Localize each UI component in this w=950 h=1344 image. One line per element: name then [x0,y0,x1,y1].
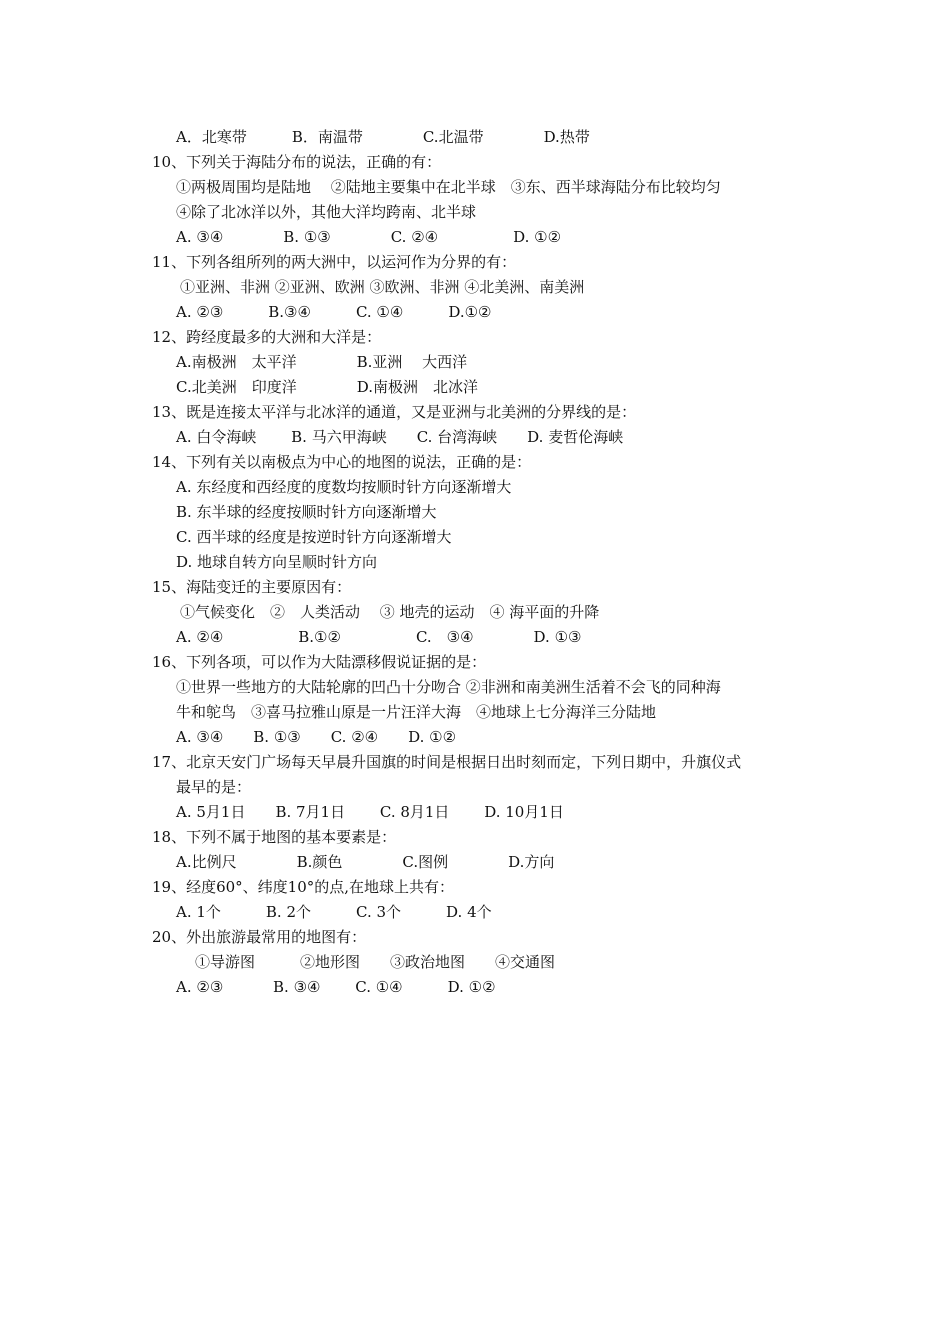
option-line: ①气候变化 ② 人类活动 ③ 地壳的运动 ④ 海平面的升降 [180,603,600,621]
question-line: 17、北京天安门广场每天早晨升国旗的时间是根据日出时刻而定，下列日期中，升旗仪式 [152,753,742,771]
option-line: ①导游图 ②地形图 ③政治地图 ④交通图 [180,953,556,971]
option-line: ①亚洲、非洲 ②亚洲、欧洲 ③欧洲、非洲 ④北美洲、南美洲 [180,278,585,296]
option-line: A.比例尺 B.颜色 C.图例 D.方向 [176,853,555,871]
option-line: ①世界一些地方的大陆轮廓的凹凸十分吻合 ②非洲和南美洲生活着不会飞的同种海 [176,678,721,696]
question-line: 15、海陆变迁的主要原因有： [152,578,352,596]
option-line: A.南极洲 太平洋 B.亚洲 大西洋 [176,353,468,371]
option-line: A. ②③ B.③④ C. ①④ D.①② [176,303,492,321]
question-line: 14、下列有关以南极点为中心的地图的说法，正确的是： [152,453,532,471]
question-line: 19、经度60°、纬度10°的点,在地球上共有： [152,878,455,896]
question-line: 13、既是连接太平洋与北冰洋的通道，又是亚洲与北美洲的分界线的是： [152,403,637,421]
option-line: A. 白令海峡 B. 马六甲海峡 C. 台湾海峡 D. 麦哲伦海峡 [176,428,624,446]
option-line: A. 5月1日 B. 7月1日 C. 8月1日 D. 10月1日 [176,803,564,821]
option-line: B. 东半球的经度按顺时针方向逐渐增大 [176,503,437,521]
option-line: A. ②③ B. ③④ C. ①④ D. ①② [176,978,496,996]
option-line: C. 西半球的经度是按逆时针方向逐渐增大 [176,528,452,546]
option-line: A. 1个 B. 2个 C. 3个 D. 4个 [176,903,492,921]
question-line: 20、外出旅游最常用的地图有： [152,928,367,946]
option-line: ①两极周围均是陆地 ②陆地主要集中在北半球 ③东、西半球海陆分布比较均匀 [176,178,721,196]
question-line: 18、下列不属于地图的基本要素是： [152,828,397,846]
option-line: 最早的是： [176,778,252,796]
option-line: 牛和鸵鸟 ③喜马拉雅山原是一片汪洋大海 ④地球上七分海洋三分陆地 [176,703,657,721]
option-line: D. 地球自转方向呈顺时针方向 [176,553,378,571]
question-line: 11、下列各组所列的两大洲中，以运河作为分界的有： [152,253,517,271]
question-line: 10、下列关于海陆分布的说法，正确的有： [152,153,442,171]
question-line: 16、下列各项，可以作为大陆漂移假说证据的是： [152,653,487,671]
option-line: A. 东经度和西经度的度数均按顺时针方向逐渐增大 [176,478,512,496]
option-line: A. ③④ B. ①③ C. ②④ D. ①② [176,228,562,246]
option-line: C.北美洲 印度洋 D.南极洲 北冰洋 [176,378,478,396]
option-line: A. ③④ B. ①③ C. ②④ D. ①② [176,728,457,746]
question-line: 12、跨经度最多的大洲和大洋是： [152,328,382,346]
option-line: A. ②④ B.①② C. ③④ D. ①③ [176,628,582,646]
option-line: ④除了北冰洋以外，其他大洋均跨南、北半球 [176,203,477,221]
option-line: A．北寒带 B．南温带 C.北温带 D.热带 [176,128,590,146]
